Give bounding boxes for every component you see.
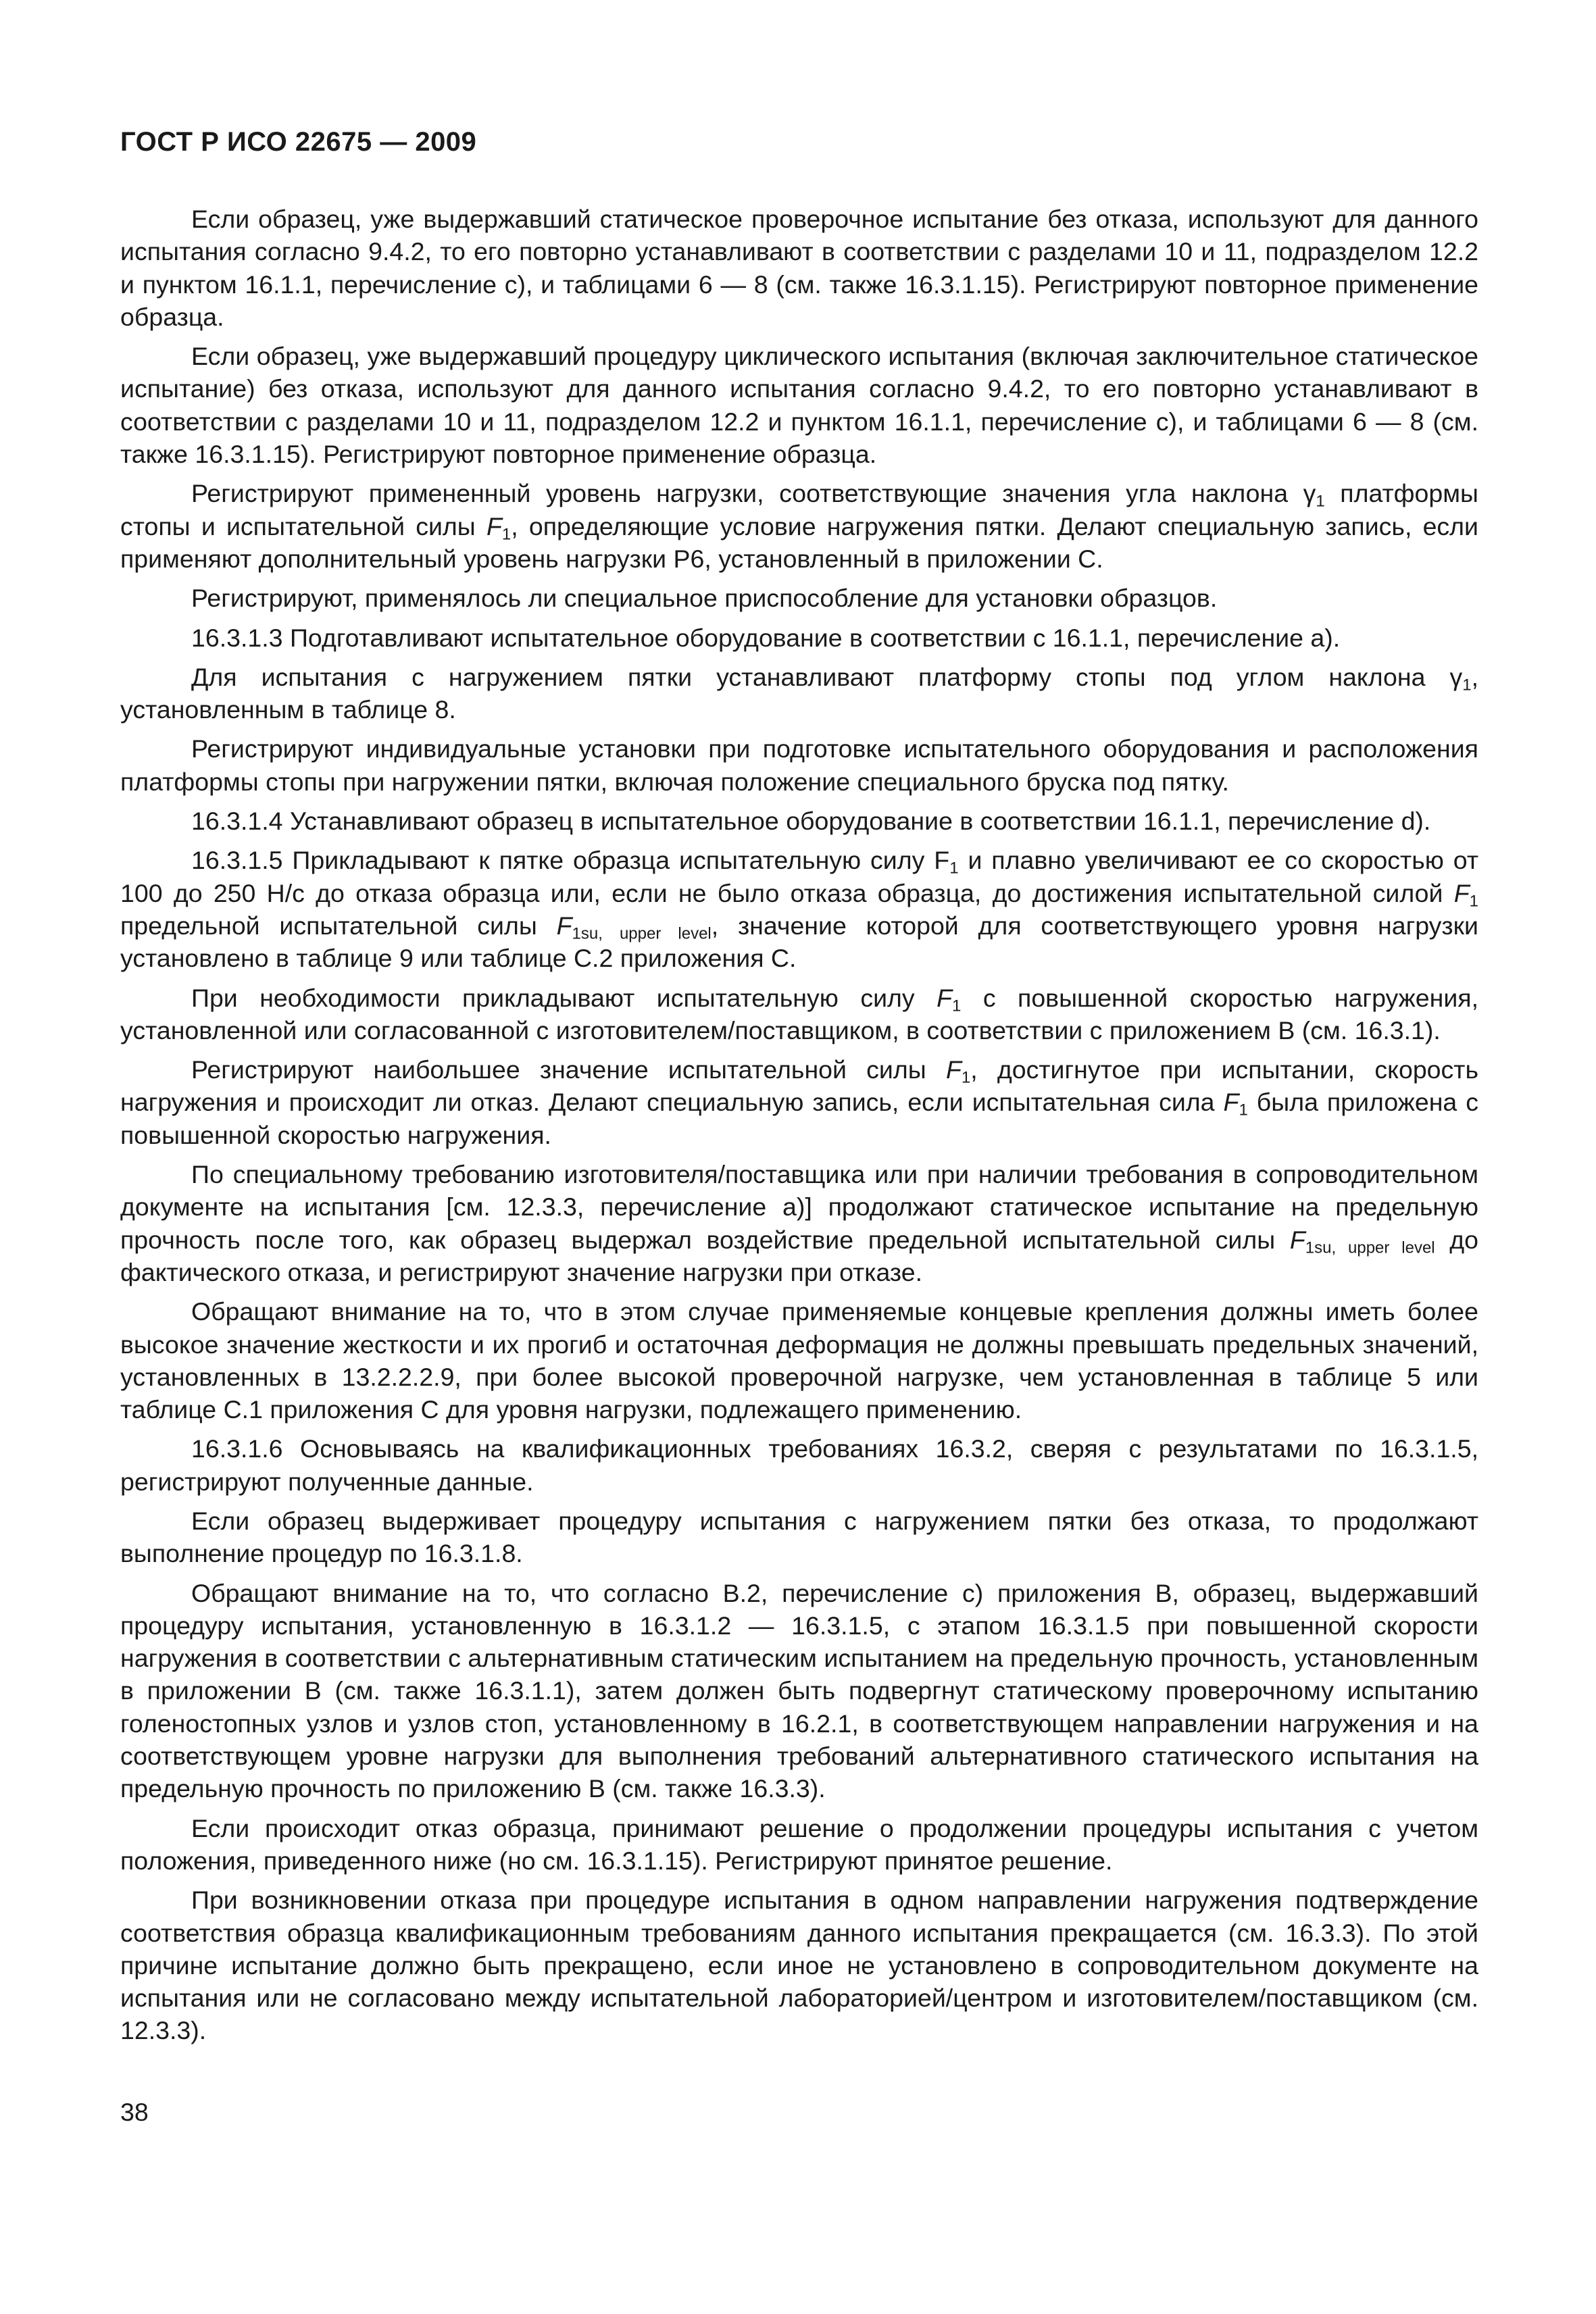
paragraph [120, 844, 1478, 974]
text-run: По специальному требованию изготовителя/поставщика или при наличии требования в сопроводительном документе на испытания [см. 12.3.3, перечисление а)] продолжают статическое испытание на предельную прочность после того, как образец выдержал воздействие предельной испытательной силы [120, 1160, 1478, 1254]
text-run: При необходимости прикладывают испытательную силу [191, 983, 937, 1012]
variable-f: F [1223, 1088, 1239, 1117]
text-run: , значение которой для соответствующего уровня нагрузки установлено в таблице 9 или таблице С.2 приложения С. [120, 911, 1478, 973]
subscript: 1su, upper level [1305, 1238, 1435, 1257]
subscript: 1 [952, 997, 962, 1015]
text-run: до фактического отказа, и регистрируют значение нагрузки при отказе. [120, 1225, 1478, 1286]
paragraph: При возникновении отказа при процедуре испытания в одном направлении нагружения подтверждение соответствия образца квалификационным требованиям данного испытания прекращается (см. 16.3.3). По этой причине испытание должно быть прекращено, если иное не установлено в сопроводительном документе на испытания или не согласовано между испытательной лабораторией/центром и изготовителем/поставщиком (см. 12.3.3). [120, 1886, 1478, 2045]
paragraph [120, 1053, 1478, 1151]
paragraph [120, 1158, 1478, 1288]
variable-f: F [486, 511, 502, 540]
variable-f: F [556, 911, 572, 940]
subscript: 1 [1462, 676, 1472, 695]
subscript: 1 [1316, 493, 1325, 511]
subscript: 1 [1469, 892, 1478, 911]
paragraph: Если образец, уже выдержавший процедуру циклического испытания (включая заключительное статическое испытание) без отказа, используют для данного испытания согласно 9.4.2, то его повторно устанавливают в соответствии с разделами 10 и 11, подразделом 12.2 и пунктом 16.1.1, перечисление с), и таблицами 6 — 8 (см. также 16.3.1.15). Регистрируют повторное применение образца. [120, 342, 1478, 469]
text-run: , достигнутое при испытании, скорость нагружения и происходит ли отказ. Делают специальную запись, если испытательная сила [120, 1055, 1478, 1117]
text-run: предельной испытательной силы [120, 911, 557, 940]
document-body [120, 203, 1478, 2047]
text-run: была приложена с повышенной скоростью нагружения. [120, 1088, 1478, 1149]
variable-f: F [937, 983, 953, 1012]
paragraph: 16.3.1.3 Подготавливают испытательное оборудование в соответствии с 16.1.1, перечисление а). [191, 623, 1341, 652]
paragraph [120, 982, 1478, 1047]
subscript: 1 [501, 525, 512, 544]
paragraph [120, 661, 1478, 726]
text-run: и плавно увеличивают ее со скоростью от 100 до 250 Н/с до отказа образца или, если не было отказа образца, до достижения испытательной силой [120, 846, 1478, 907]
paragraph: Если образец выдерживает процедуру испытания с нагружением пятки без отказа, то продолжают выполнение процедур по 16.3.1.8. [120, 1506, 1478, 1568]
text-run: , установленным в таблице 8. [120, 662, 1478, 724]
variable-f: F [945, 1055, 962, 1084]
subscript: 1 [961, 1068, 971, 1087]
text-run: 16.3.1.5 Прикладывают к пятке образца испытательную силу F [191, 846, 950, 875]
paragraph: Обращают внимание на то, что согласно В.2, перечисление с) приложения В, образец, выдержавший процедуру испытания, установленную в 16.3.1.2 — 16.3.1.5, с этапом 16.3.1.5 при повышенной скорости нагружения в соответствии с альтернативным статическим испытанием на предельную прочность, установленным в приложении В (см. также 16.3.1.1), затем должен быть подвергнут статическому проверочному испытанию голеностопных узлов и узлов стоп, установленному в 16.2.1, в соответствующем направлении нагружения и на соответствующем уровне нагрузки для выполнения требований альтернативного статического испытания на предельную прочность по приложению В (см. также 16.3.3). [120, 1578, 1478, 1803]
text-run: , определяющие условие нагружения пятки. Делают специальную запись, если применяют дополнительный уровень нагрузки Р6, установленный в приложении С. [120, 511, 1479, 573]
text-run: платформы стопы и испытательной силы [120, 479, 1478, 540]
variable-f: F [1453, 878, 1470, 907]
text-run: Регистрируют примененный уровень нагрузки, соответствующие значения угла наклона γ [191, 479, 1316, 508]
text-run: Регистрируют наибольшее значение испытательной силы [191, 1055, 946, 1084]
subscript: 1 [1239, 1101, 1248, 1120]
page-number: 38 [120, 2098, 149, 2126]
paragraph: Если образец, уже выдержавший статическое проверочное испытание без отказа, используют для данного испытания согласно 9.4.2, то его повторно устанавливают в соответствии с разделами 10 и 11, подразделом 12.2 и пунктом 16.1.1, перечисление с), и таблицами 6 — 8 (см. также 16.3.1.15). Регистрируют повторное применение образца. [120, 205, 1478, 331]
text-run: с повышенной скоростью нагружения, установленной или согласованной с изготовителем/поставщиком, в соответствии с приложением В (см. 16.3.1). [120, 983, 1478, 1045]
paragraph: Регистрируют индивидуальные установки при подготовке испытательного оборудования и расположения платформы стопы при нагружении пятки, включая положение специального бруска под пятку. [120, 734, 1478, 796]
standard-header: ГОСТ Р ИСО 22675 — 2009 [120, 127, 477, 157]
paragraph: Обращают внимание на то, что в этом случае применяемые концевые крепления должны иметь более высокое значение жесткости и их прогиб и остаточная деформация не должны превышать предельных значений, установленных в 13.2.2.2.9, при более высокой проверочной нагрузке, чем установленная в таблице 5 или таблице С.1 приложения С для уровня нагрузки, подлежащего применению. [120, 1297, 1478, 1424]
variable-f: F [1289, 1225, 1305, 1254]
text-run: Для испытания с нагружением пятки устанавливают платформу стопы под углом наклона γ [191, 662, 1463, 691]
paragraph: Регистрируют, применялось ли специальное приспособление для установки образцов. [191, 584, 1218, 613]
paragraph: 16.3.1.4 Устанавливают образец в испытательное оборудование в соответствии 16.1.1, перечисление d). [191, 807, 1431, 836]
paragraph: 16.3.1.6 Основываясь на квалификационных требованиях 16.3.2, сверяя с результатами по 16.3.1.5, регистрируют полученные данные. [120, 1434, 1478, 1496]
subscript: 1su, upper level [572, 924, 712, 943]
paragraph [120, 477, 1478, 575]
subscript: 1 [949, 859, 959, 878]
paragraph: Если происходит отказ образца, принимают решение о продолжении процедуры испытания с учетом положения, приведенного ниже (но см. 16.3.1.15). Регистрируют принятое решение. [120, 1813, 1478, 1875]
